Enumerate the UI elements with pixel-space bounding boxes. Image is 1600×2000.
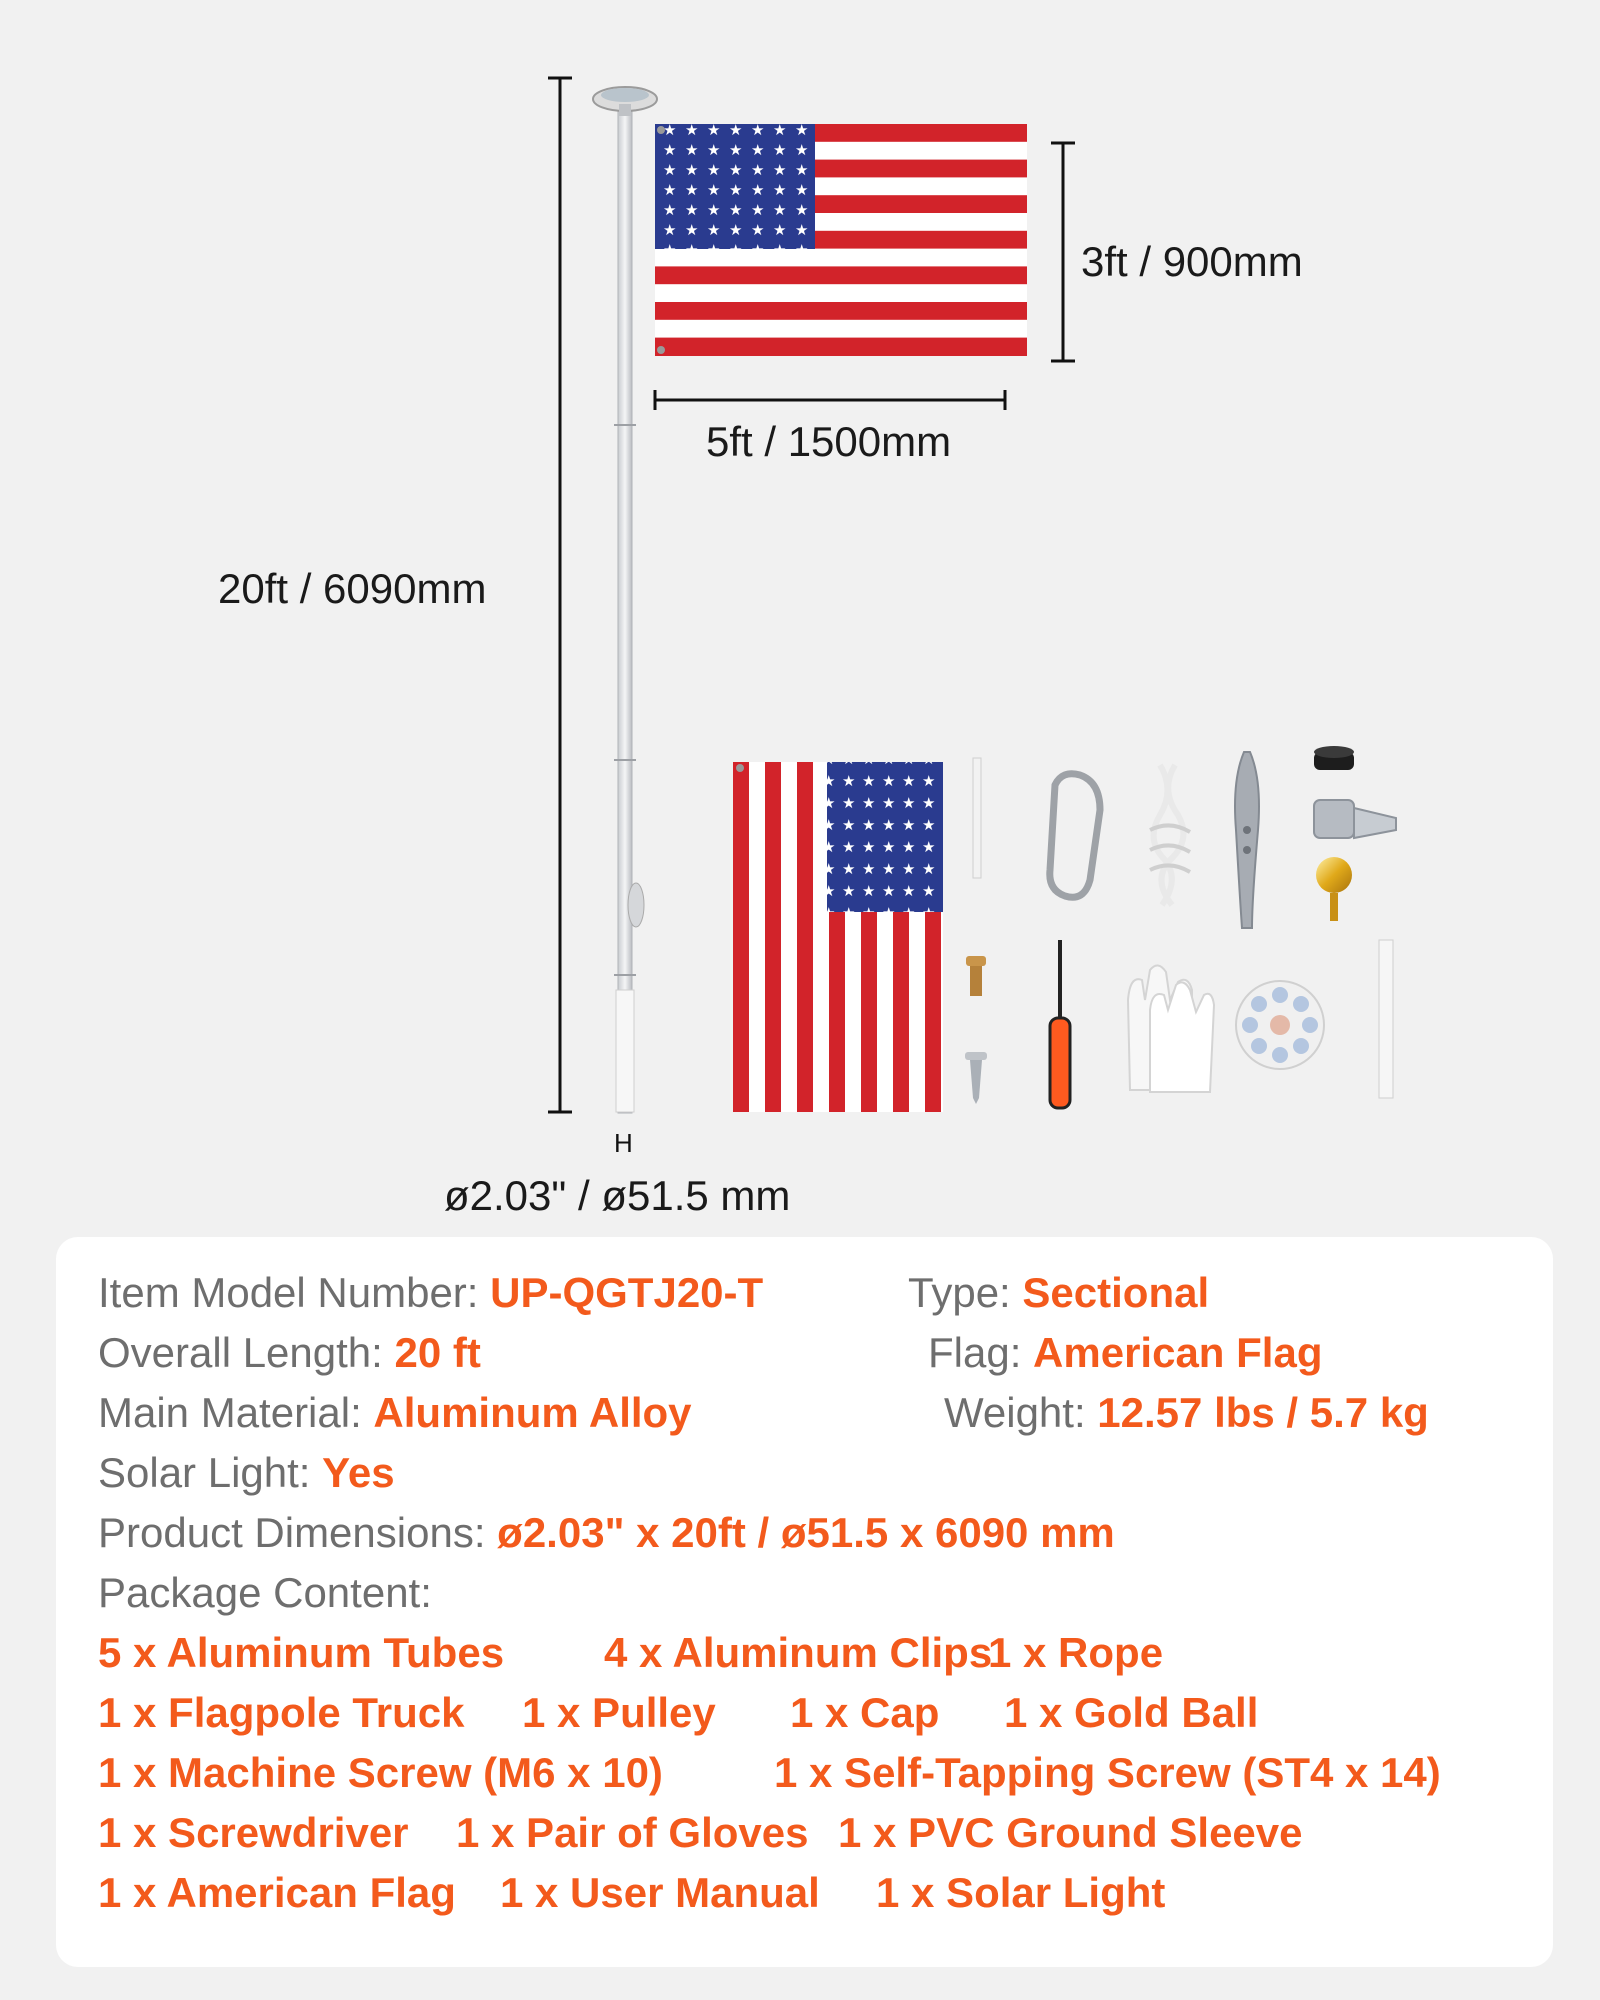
spec-dimensions: Product Dimensions: ø2.03" x 20ft / ø51.5 x 6090 mm [98, 1509, 1115, 1556]
pole-height-label: 20ft / 6090mm [218, 565, 487, 612]
package-item: 1 x Flagpole Truck [98, 1689, 465, 1736]
spec-length: Overall Length: 20 ft [98, 1329, 481, 1376]
solar-light-icon [1236, 981, 1324, 1069]
gloves-icon [1128, 965, 1214, 1092]
flag-height-dimension-line [1051, 143, 1075, 361]
package-item: 1 x Gold Ball [1004, 1689, 1259, 1736]
package-item: 1 x Self-Tapping Screw (ST4 x 14) [774, 1749, 1441, 1796]
package-item: 1 x User Manual [500, 1869, 820, 1916]
pole-diameter-label: ø2.03" / ø51.5 mm [444, 1172, 791, 1219]
pole-height-dimension-line [548, 78, 572, 1112]
diameter-marker: H [614, 1128, 633, 1158]
package-item: 1 x Pulley [522, 1689, 716, 1736]
cleat-icon [1235, 752, 1259, 928]
package-item: 1 x Solar Light [876, 1869, 1166, 1916]
american-flag-large [655, 124, 1027, 356]
screwdriver-icon [1050, 940, 1070, 1108]
cap-icon [1314, 746, 1354, 770]
aluminum-clip-icon [973, 758, 981, 878]
package-item: 1 x Rope [988, 1629, 1164, 1676]
american-flag-package [733, 762, 943, 1112]
pulley-icon [1314, 800, 1396, 838]
package-item: 5 x Aluminum Tubes [98, 1629, 505, 1676]
spec-type: Type: Sectional [908, 1269, 1210, 1316]
flag-width-label: 5ft / 1500mm [706, 418, 952, 465]
spec-material: Main Material: Aluminum Alloy [98, 1389, 692, 1436]
spec-model: Item Model Number: UP-QGTJ20-T [98, 1269, 764, 1316]
package-item: 4 x Aluminum Clips [604, 1629, 993, 1676]
package-item: 1 x Pair of Gloves [456, 1809, 809, 1856]
flag-width-dimension-line [655, 390, 1005, 410]
package-item: 1 x Machine Screw (M6 x 10) [98, 1749, 663, 1796]
package-item: 1 x American Flag [98, 1869, 456, 1916]
package-content-heading: Package Content: [98, 1569, 432, 1616]
package-item: 1 x Screwdriver [98, 1809, 409, 1856]
rope-icon [1150, 765, 1190, 905]
specifications-card [56, 1237, 1553, 1967]
flag-height-label: 3ft / 900mm [1081, 238, 1303, 285]
solar-light-top [593, 87, 657, 116]
package-item: 1 x PVC Ground Sleeve [838, 1809, 1303, 1856]
self-tapping-screw-icon [965, 1052, 987, 1104]
spec-solar-light: Solar Light: Yes [98, 1449, 395, 1496]
flagpole [614, 108, 644, 1113]
package-item: 1 x Cap [790, 1689, 940, 1736]
machine-screw-icon [966, 956, 986, 996]
gold-ball-icon [1316, 857, 1352, 921]
spec-weight: Weight: 12.57 lbs / 5.7 kg [944, 1389, 1429, 1436]
spec-flag: Flag: American Flag [928, 1329, 1323, 1376]
carabiner-icon [1050, 774, 1100, 898]
pvc-ground-sleeve-icon [1379, 940, 1393, 1098]
